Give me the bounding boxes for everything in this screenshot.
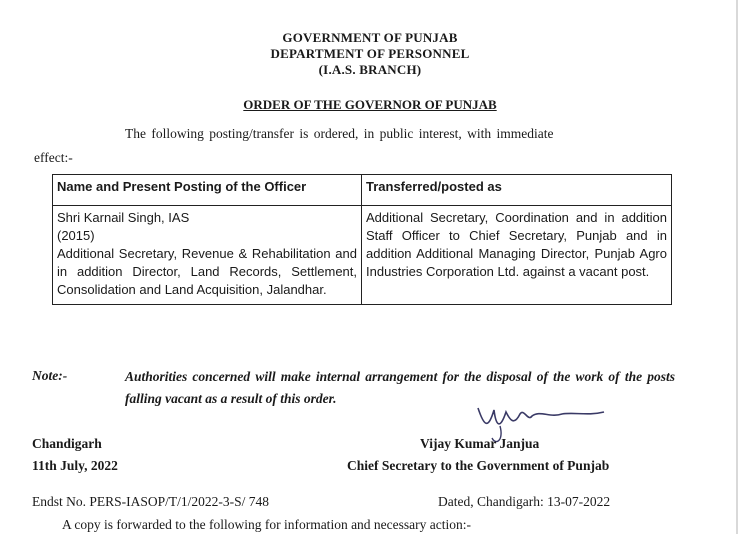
posting-table — [52, 174, 672, 305]
posted-as-cell — [362, 206, 672, 305]
intro-line-2: effect:- — [34, 150, 73, 165]
copy-forward-line: A copy is forwarded to the following for information and necessary action:- — [62, 517, 472, 532]
page-edge — [736, 0, 738, 534]
signatory-designation: Chief Secretary to the Government of Punjab — [347, 458, 610, 473]
table-header-officer: Name and Present Posting of the Officer — [53, 175, 362, 206]
note-text: Authorities concerned will make internal arrangement for the disposal of the work of the posts falling vacant as a result of this order. — [125, 369, 675, 406]
officer-cell — [53, 206, 362, 305]
intro-line-1: The following posting/transfer is ordered, in public interest, with immediate — [125, 126, 554, 141]
endorsement-number: Endst No. PERS-IASOP/T/1/2022-3-S/ 748 — [32, 494, 270, 509]
order-title: ORDER OF THE GOVERNOR OF PUNJAB — [243, 97, 497, 112]
signatory-name: Vijay Kumar Janjua — [420, 436, 540, 451]
officer-name: Shri Karnail Singh, IAS — [57, 210, 190, 225]
header-government: GOVERNMENT OF PUNJAB — [282, 30, 458, 45]
table-header-row — [53, 175, 672, 206]
header-branch: (I.A.S. BRANCH) — [318, 62, 422, 77]
note-label: Note:- — [32, 368, 68, 383]
officer-batch: (2015) — [57, 228, 95, 243]
table-header-posted-as: Transferred/posted as — [362, 175, 672, 206]
order-date: 11th July, 2022 — [32, 458, 118, 473]
header-department: DEPARTMENT OF PERSONNEL — [270, 46, 470, 61]
endorsement-dated: Dated, Chandigarh: 13-07-2022 — [438, 494, 611, 509]
posted-as-text: Additional Secretary, Coordination and in addition Staff Officer to Chief Secretary, Punjab and in addition Additional Managing Director, Punjab Agro Industries Corporation Ltd. against a vacant post. — [366, 210, 667, 279]
place: Chandigarh — [32, 436, 102, 451]
table-row — [53, 206, 672, 305]
present-posting: Additional Secretary, Revenue & Rehabilitation and in addition Director, Land Records, Settlement, Consolidation and Land Acquisition, Jalandhar. — [57, 246, 357, 297]
